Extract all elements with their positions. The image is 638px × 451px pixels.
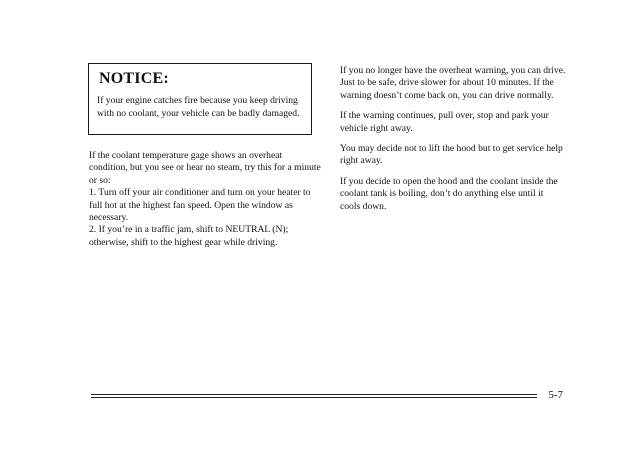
paragraph-coolant-boiling: If you decide to open the hood and the coolant inside the coolant tank is boiling, don’t do anything else until it cools down. (340, 175, 558, 212)
left-column (89, 150, 321, 249)
paragraph-overheat-intro: If the coolant temperature gage shows an overheat condition, but you see or hear no steam, try this for a minute or so: (89, 150, 321, 186)
footer-rule-top (91, 394, 537, 395)
step-1: 1. Turn off your air conditioner and turn on your heater to full hot at the highest fan speed. Open the window as necessary. (89, 187, 311, 224)
paragraph-warning-continues: If the warning continues, pull over, stop and park your vehicle right away. (340, 110, 549, 134)
notice-body: If your engine catches fire because you keep driving with no coolant, your vehicle can be badly damaged. (97, 95, 300, 119)
page-number: 5-7 (548, 389, 563, 401)
right-column (340, 65, 566, 221)
paragraph-no-warning: If you no longer have the overheat warning, you can drive. Just to be safe, drive slower for about 10 minutes. If the warning doesn’t come back on, you can drive normally. (340, 65, 566, 101)
paragraph-service-help: You may decide not to lift the hood but to get service help right away. (340, 143, 563, 167)
footer-rule-bottom (91, 397, 537, 398)
notice-box (88, 63, 312, 135)
step-2: 2. If you’re in a traffic jam, shift to NEUTRAL (N); otherwise, shift to the highest gear while driving. (89, 224, 289, 248)
notice-title: NOTICE: (99, 70, 169, 87)
